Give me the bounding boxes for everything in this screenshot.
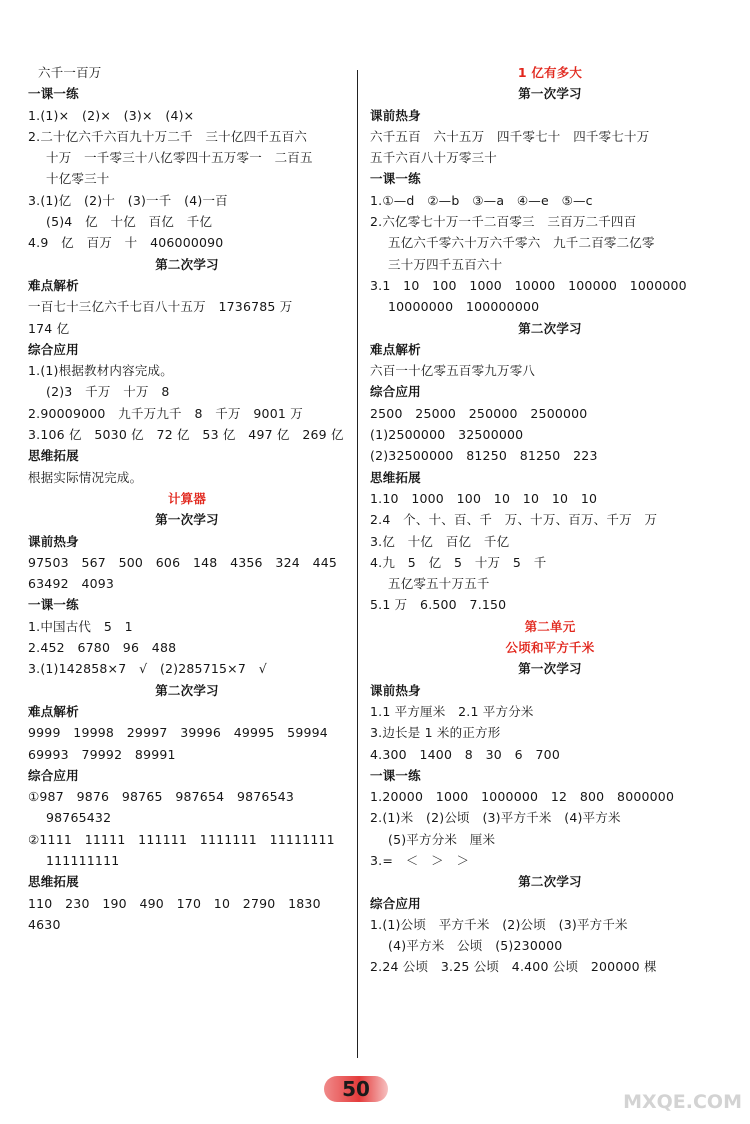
subsection-heading: 第一次学习 [155,512,219,528]
section-heading: 综合应用 [370,384,421,400]
subsection-heading: 第一次学习 [518,661,582,677]
subsection-heading: 第二次学习 [518,320,582,336]
answer-line: 六千一百万 [38,65,102,80]
subsection-heading: 第二次学习 [518,874,582,890]
section-heading: 综合应用 [28,767,79,783]
section-heading: 课前热身 [28,533,79,549]
watermark-logo: MXQE.COM [623,1091,742,1113]
answer-line: 2.24 公顷 3.25 公顷 4.400 公顷 200000 棵 [370,959,657,975]
answer-line: 2.452 6780 96 488 [28,640,177,656]
answer-line: 五亿零五十万五千 [388,576,490,592]
section-heading: 课前热身 [370,682,421,698]
answer-line: 五千六百八十万零三十 [370,150,498,166]
section-heading: 思维拓展 [370,469,421,485]
answer-line: (4)平方米 公顷 (5)230000 [388,938,563,954]
section-heading: 思维拓展 [28,874,79,890]
answer-line: 9999 19998 29997 39996 49995 59994 [28,725,328,741]
answer-line: 十亿零三十 [46,171,110,187]
lesson-title: 第二单元 [524,618,576,634]
answer-line: 3.亿 十亿 百亿 千亿 [370,533,510,549]
subsection-heading: 第二次学习 [155,682,219,698]
answer-line: (2)32500000 81250 81250 223 [370,448,598,464]
answer-line: 1.(1)× (2)× (3)× (4)× [28,107,195,123]
answer-line: 六百一十亿零五百零九万零八 [370,363,536,379]
subsection-heading: 第一次学习 [518,86,582,102]
section-heading: 难点解析 [28,277,79,293]
answer-line: 2.4 个、十、百、千 万、十万、百万、千万 万 [370,512,658,528]
answer-line: (5)平方分米 厘米 [388,831,496,847]
answer-line: 1.10 1000 100 10 10 10 10 [370,490,598,506]
section-heading: 综合应用 [370,895,421,911]
section-heading: 一课一练 [28,86,79,102]
column-divider [357,70,358,1058]
answer-line: 4.9 亿 百万 十 406000090 [28,235,224,251]
answer-line: 2.90009000 九千万九千 8 千万 9001 万 [28,405,303,421]
answer-line: 4.九 5 亿 5 十万 5 千 [370,554,547,570]
answer-line: ①987 9876 98765 987654 9876543 [28,789,295,805]
answer-line: 98765432 [46,810,112,826]
answer-line: (5)4 亿 十亿 百亿 千亿 [46,214,213,230]
answer-line: 3.边长是 1 米的正方形 [370,725,501,741]
answer-line: 3.106 亿 5030 亿 72 亿 53 亿 497 亿 269 亿 [28,427,344,443]
answer-line: ②1111 11111 111111 1111111 11111111 [28,831,335,847]
answer-line: 110 230 190 490 170 10 2790 1830 [28,895,321,911]
answer-line: 一百七十三亿六千七百八十五万 1736785 万 [28,299,293,315]
answer-line: (2)3 千万 十万 8 [46,384,170,400]
answer-line: 1.1 平方厘米 2.1 平方分米 [370,703,534,719]
answer-line: 5.1 万 6.500 7.150 [370,597,507,613]
answer-line: 3.(1)142858×7 √ (2)285715×7 √ [28,661,267,677]
answer-line: 1.20000 1000 1000000 12 800 8000000 [370,789,675,805]
answer-line: 1.(1)根据教材内容完成。 [28,363,173,379]
answer-line: 根据实际情况完成。 [28,469,143,485]
section-heading: 一课一练 [370,767,421,783]
answer-line: 3.(1)亿 (2)十 (3)一千 (4)一百 [28,192,228,208]
lesson-title: 1 亿有多大 [517,65,583,80]
answer-line: 五亿六千零六十万六千零六 九千二百零二亿零 [388,235,655,251]
answer-line: 1.中国古代 5 1 [28,618,133,634]
answer-line: 174 亿 [28,320,70,336]
answer-line: 六千五百 六十五万 四千零七十 四千零七十万 [370,128,650,144]
answer-line: 97503 567 500 606 148 4356 324 445 [28,554,338,570]
answer-line: 3.1 10 100 1000 10000 100000 1000000 [370,277,687,293]
section-heading: 一课一练 [28,597,79,613]
section-heading: 难点解析 [28,703,79,719]
right-column [370,62,730,978]
answer-line: 1.①—d ②—b ③—a ④—e ⑤—c [370,192,593,208]
answer-line: 1.(1)公顷 平方千米 (2)公顷 (3)平方千米 [370,916,628,932]
answer-line: (1)2500000 32500000 [370,427,524,443]
page-number-badge [318,1074,394,1104]
subsection-heading: 第二次学习 [155,256,219,272]
answer-line: 十万 一千零三十八亿零四十五万零一 二百五 [46,150,313,166]
section-heading: 难点解析 [370,341,421,357]
answer-line: 2.六亿零七十万一千二百零三 三百万二千四百 [370,214,637,230]
answer-line: 63492 4093 [28,576,115,592]
answer-line: 4630 [28,916,61,932]
answer-line: 2500 25000 250000 2500000 [370,405,588,421]
answer-line: 三十万四千五百六十 [388,256,503,272]
answer-line: 2.(1)米 (2)公顷 (3)平方千米 (4)平方米 [370,810,621,826]
lesson-title: 计算器 [167,490,207,506]
section-heading: 综合应用 [28,341,79,357]
answer-line: 111111111 [46,852,120,868]
lesson-title: 公顷和平方千米 [505,640,595,656]
answer-line: 4.300 1400 8 30 6 700 [370,746,560,762]
left-column [28,62,346,935]
answer-line: 3.= ＜ ＞ ＞ [370,852,470,868]
section-heading: 一课一练 [370,171,421,187]
page-number: 50 [342,1077,370,1101]
answer-line: 2.二十亿六千六百九十万二千 三十亿四千五百六 [28,128,308,144]
answer-line: 69993 79992 89991 [28,746,176,762]
section-heading: 思维拓展 [28,448,79,464]
answer-line: 10000000 100000000 [388,299,540,315]
section-heading: 课前热身 [370,107,421,123]
